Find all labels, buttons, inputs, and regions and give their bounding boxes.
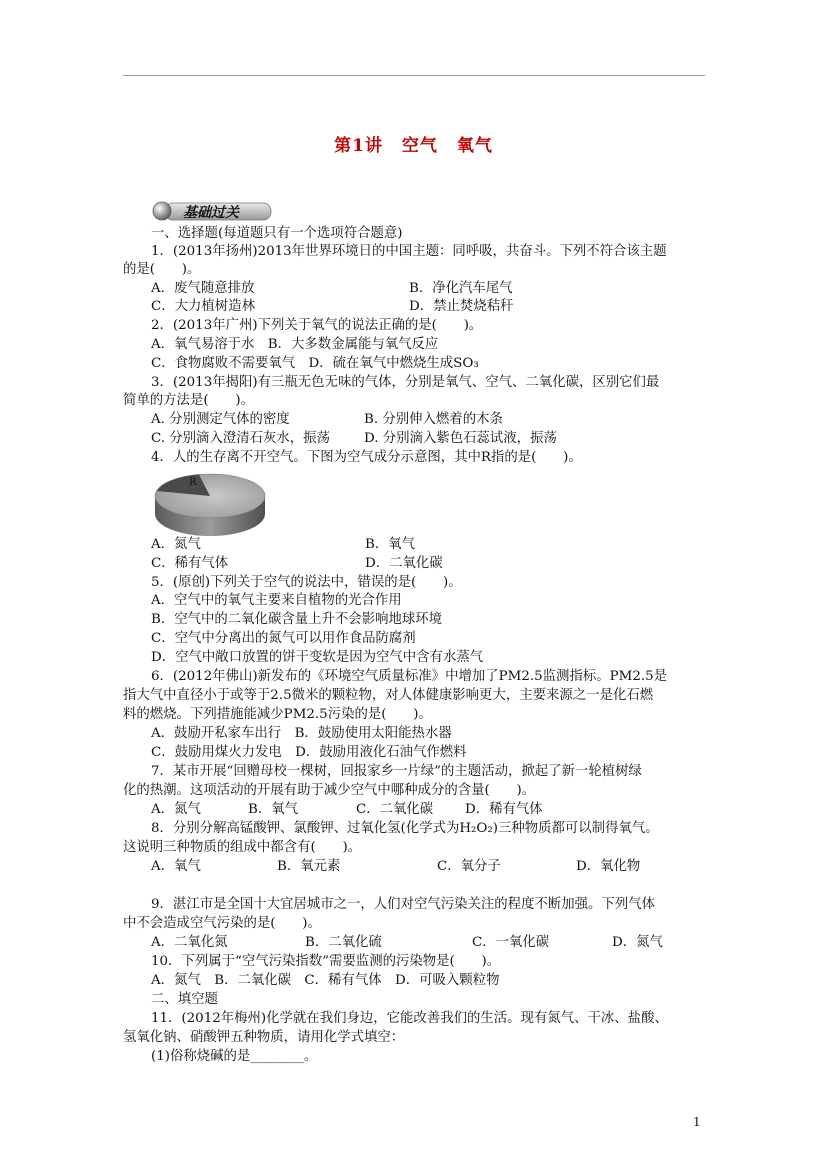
q8-option-c: C．氧分子 bbox=[437, 859, 501, 874]
q3-option-a: A. 分别测定气体的密度 bbox=[151, 412, 290, 427]
q9-stem: 9．湛江市是全国十大宜居城市之一，人们对空气污染关注的程度不断加强。下列气体 bbox=[151, 897, 655, 912]
q8-option-a: A．氧气 bbox=[151, 859, 201, 874]
section-2-heading: 二、填空题 bbox=[151, 992, 218, 1007]
q5-option-d: D．空气中敞口放置的饼干变软是因为空气中含有水蒸气 bbox=[151, 650, 484, 665]
q9-option-d: D．氮气 bbox=[612, 935, 663, 950]
title-lesson: 第1讲 bbox=[334, 136, 383, 156]
q5-option-b: B．空气中的二氧化碳含量上升不会影响地球环境 bbox=[151, 612, 443, 627]
q6-stem-cont-2: 料的燃烧。下列措施能减少PM2.5污染的是( )。 bbox=[123, 707, 432, 722]
q3-option-b: B. 分别伸入燃着的木条 bbox=[364, 412, 503, 427]
q6-stem: 6．(2012年佛山)新发布的《环境空气质量标准》中增加了PM2.5监测指标。PM2.5是 bbox=[151, 669, 668, 684]
q10-stem: 10．下列属于“空气污染指数”需要监测的污染物是( )。 bbox=[151, 954, 501, 969]
q9-option-a: A．二氧化氮 bbox=[151, 935, 228, 950]
q8-option-b: B．氧元素 bbox=[277, 859, 341, 874]
q8-stem: 8．分别分解高锰酸钾、氯酸钾、过氧化氢(化学式为H₂O₂)三种物质都可以制得氧气。 bbox=[151, 821, 659, 836]
q8-stem-cont: 这说明三种物质的组成中都含有( )。 bbox=[123, 840, 362, 855]
q4-stem: 4．人的生存离不开空气。下图为空气成分示意图，其中R指的是( )。 bbox=[151, 450, 582, 465]
q1-option-c: C．大力植树造林 bbox=[151, 299, 255, 314]
header-rule bbox=[123, 75, 705, 76]
q11-stem: 11．(2012年梅州)化学就在我们身边，它能改善我们的生活。现有氮气、干冰、盐酸、 bbox=[151, 1011, 668, 1026]
q9-option-c: C．一氧化碳 bbox=[472, 935, 550, 950]
q2-options-ab: A．氧气易溶于水 B．大多数金属能与氧气反应 bbox=[151, 337, 439, 352]
q11-part-1: (1)俗称烧碱的是________。 bbox=[151, 1049, 318, 1064]
q7-stem: 7．某市开展“回赠母校一棵树，回报家乡一片绿”的主题活动，掀起了新一轮植树绿 bbox=[151, 764, 642, 779]
q7-stem-cont: 化的热潮。这项活动的开展有助于减少空气中哪种成分的含量( )。 bbox=[123, 783, 536, 798]
q1-option-b: B．净化汽车尾气 bbox=[409, 281, 513, 296]
badge-text: 基础过关 bbox=[183, 205, 239, 221]
q7-option-d: D．稀有气体 bbox=[465, 802, 543, 817]
section-1-heading: 一、选择题(每道题只有一个选项符合题意) bbox=[151, 226, 403, 241]
q3-option-d: D. 分别滴入紫色石蕊试液，振荡 bbox=[364, 431, 557, 446]
q6-options-ab: A．鼓励开私家车出行 B．鼓励使用太阳能热水器 bbox=[151, 726, 452, 741]
q6-options-cd: C．鼓励用煤火力发电 D．鼓励用液化石油气作燃料 bbox=[151, 745, 467, 760]
q11-stem-cont: 氢氧化钠、硝酸钾五种物质，请用化学式填空： bbox=[123, 1030, 405, 1045]
q5-option-a: A．空气中的氧气主要来自植物的光合作用 bbox=[151, 593, 402, 608]
q2-options-cd: C．食物腐败不需要氧气 D．硫在氧气中燃烧生成SO₃ bbox=[151, 356, 479, 371]
air-composition-pie bbox=[153, 470, 268, 538]
q5-stem: 5．(原创)下列关于空气的说法中，错误的是( )。 bbox=[151, 575, 462, 590]
q7-option-b: B．氧气 bbox=[248, 802, 299, 817]
q7-option-a: A．氮气 bbox=[151, 802, 201, 817]
q1-option-a: A．废气随意排放 bbox=[151, 281, 255, 296]
q10-options: A．氮气 B．二氧化碳 C．稀有气体 D．可吸入颗粒物 bbox=[151, 973, 500, 988]
q1-stem: 1．(2013年扬州)2013年世界环境日的中国主题：同呼吸，共奋斗。下列不符合该主题 bbox=[151, 244, 667, 259]
q3-stem: 3．(2013年揭阳)有三瓶无色无味的气体，分别是氧气、空气、二氧化碳，区别它们最 bbox=[151, 375, 660, 390]
title-part-2: 氧气 bbox=[456, 136, 493, 156]
q7-option-c: C．二氧化碳 bbox=[356, 802, 434, 817]
q4-option-a: A．氮气 bbox=[151, 537, 201, 552]
q6-stem-cont-1: 指大气中直径小于或等于2.5微米的颗粒物，对人体健康影响更大，主要来源之一是化石燃 bbox=[123, 688, 654, 703]
page-number: 1 bbox=[693, 1115, 701, 1129]
q3-option-c: C. 分别滴入澄清石灰水，振荡 bbox=[151, 431, 330, 446]
q1-stem-cont: 的是( )。 bbox=[123, 262, 201, 277]
section-badge bbox=[151, 200, 273, 222]
page-title bbox=[0, 131, 827, 156]
title-part-1: 空气 bbox=[401, 136, 438, 156]
q4-option-b: B．氧气 bbox=[365, 537, 416, 552]
q1-option-d: D．禁止焚烧秸秆 bbox=[409, 299, 514, 314]
q4-option-d: D．二氧化碳 bbox=[365, 556, 443, 571]
q9-option-b: B．二氧化硫 bbox=[305, 935, 382, 950]
q5-option-c: C．空气中分离出的氮气可以用作食品防腐剂 bbox=[151, 631, 416, 646]
pie-label-r: R bbox=[189, 477, 197, 488]
q9-stem-cont: 中不会造成空气污染的是( )。 bbox=[123, 916, 321, 931]
q2-stem: 2．(2013年广州)下列关于氧气的说法正确的是( )。 bbox=[151, 318, 483, 333]
q8-option-d: D．氧化物 bbox=[576, 859, 641, 874]
q3-stem-cont: 简单的方法是( )。 bbox=[123, 393, 254, 408]
q4-option-c: C．稀有气体 bbox=[151, 556, 229, 571]
